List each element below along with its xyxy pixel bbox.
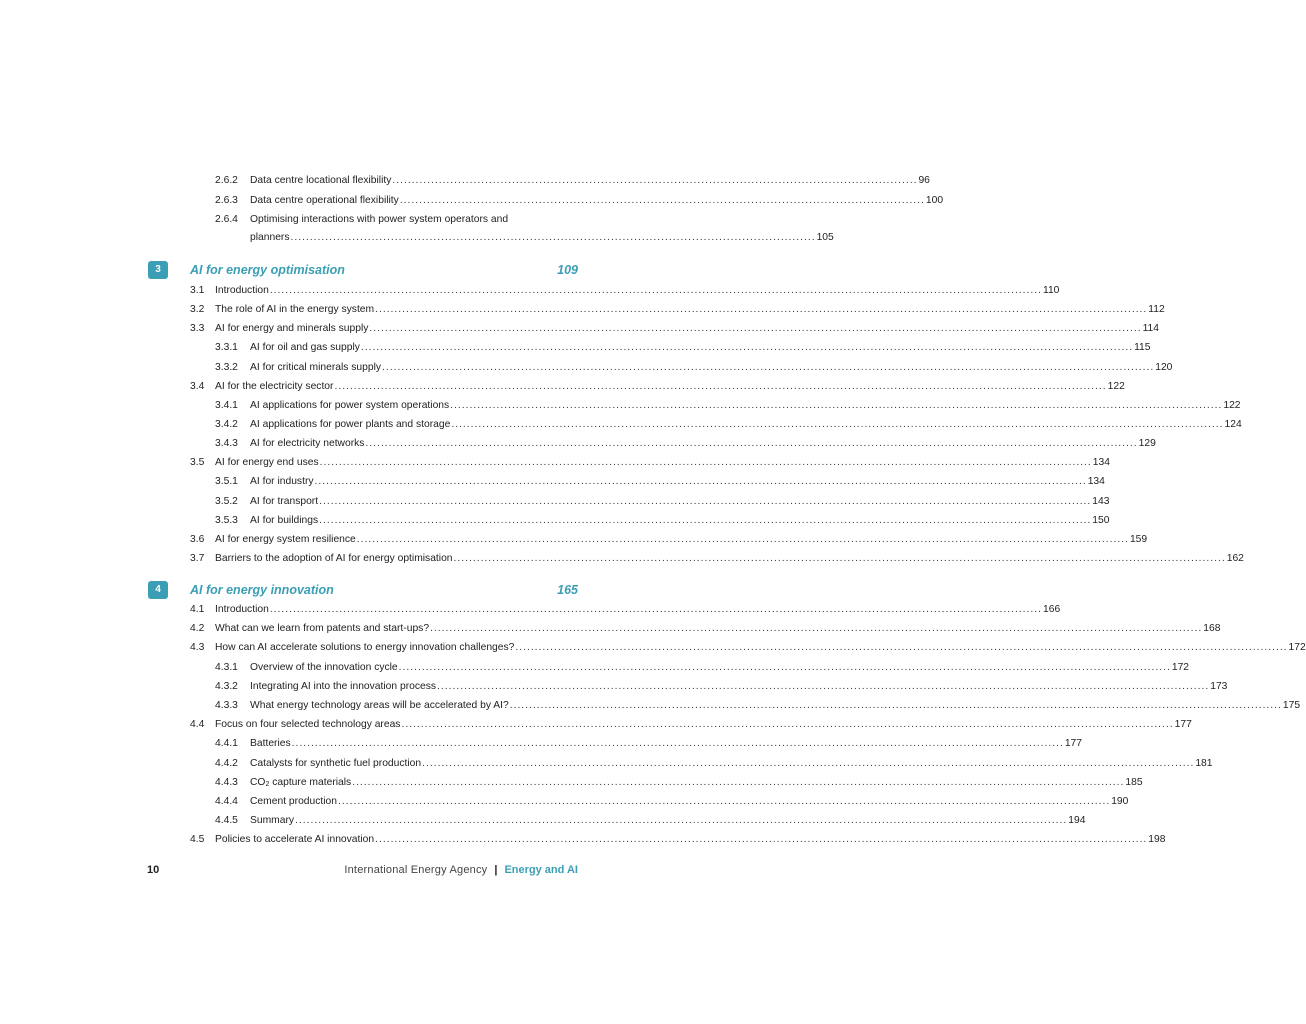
toc-entry-number: 4.3.2	[215, 680, 238, 692]
toc-entry-number: 3.5.3	[215, 514, 238, 526]
toc-entry[interactable]	[0, 735, 1082, 753]
toc-entry-page: 129	[1138, 438, 1156, 450]
toc-entry[interactable]	[0, 493, 1110, 511]
toc-entry-title: Introduction	[215, 604, 269, 615]
toc-entry[interactable]	[0, 755, 1213, 773]
toc-entry-page: 96	[918, 175, 930, 186]
chapter-title: AI for energy optimisation	[190, 263, 345, 277]
toc-entry[interactable]	[0, 473, 1105, 491]
toc-entry-number: 3.4	[190, 380, 205, 392]
toc-entry-number: 3.2	[190, 304, 205, 316]
toc-entry-number: 3.4.3	[215, 438, 238, 450]
chapter-page: 109	[557, 263, 578, 277]
footer-page-number: 10	[147, 864, 160, 876]
toc-entry-title: AI for energy system resilience	[215, 533, 356, 545]
toc-entry[interactable]	[0, 812, 1086, 830]
toc-entry-number: 3.6	[190, 533, 205, 545]
toc-entry-title: The role of AI in the energy system	[215, 304, 375, 316]
toc-entry[interactable]	[0, 359, 1173, 377]
toc-entry-title: AI for industry	[250, 476, 314, 488]
toc-entry-title-line1: Optimising interactions with power system operators and	[250, 214, 509, 225]
toc-entry-title: Integrating AI into the innovation process	[250, 680, 437, 692]
footer-report-title: Energy and AI	[504, 864, 578, 876]
toc-entry-page: 159	[1129, 533, 1148, 545]
leader-dots: ........................................................................................................................................................................................................	[515, 642, 1288, 654]
toc-entry-page: 112	[1148, 304, 1165, 316]
leader-dots: ........................................................................................................................................	[392, 175, 918, 186]
leader-dots: ........................................................................................................................................................................................................	[453, 552, 1226, 564]
chapter-heading[interactable]	[0, 260, 724, 282]
toc-entry[interactable]	[0, 531, 1148, 549]
toc-entry-title: How can AI accelerate solutions to energy innovation challenges?	[215, 642, 515, 654]
toc-entry-number: 3.3.2	[215, 361, 238, 373]
toc-entry-title: What can we learn from patents and start-ups?	[215, 623, 430, 635]
leader-dots: ........................................................................................................................................	[290, 232, 816, 243]
toc-entry-title: Focus on four selected technology areas	[215, 719, 401, 731]
toc-entry[interactable]	[0, 601, 1061, 619]
chapter-number-badge: 4	[148, 581, 168, 599]
leader-dots: ........................................................................................................................................................................................................	[314, 476, 1087, 488]
toc-entry-number: 4.4.3	[215, 776, 238, 788]
toc-entry[interactable]	[0, 774, 1143, 792]
toc-entry-number: 3.5	[190, 457, 205, 469]
leader-dots: ........................................................................................................................................................................................................	[269, 604, 1042, 615]
toc-entry-title: Barriers to the adoption of AI for energy optimisation	[215, 552, 453, 564]
toc-entry-number: 3.5.1	[215, 476, 238, 488]
leader-dots: ........................................................................................................................................................................................................	[398, 661, 1171, 673]
toc-entry[interactable]	[0, 716, 1192, 734]
toc-entry[interactable]	[0, 211, 834, 247]
toc-entry-number: 2.6.2	[215, 175, 238, 186]
toc-entry[interactable]	[0, 550, 1244, 568]
leader-dots: ........................................................................................................................................................................................................	[401, 719, 1174, 731]
leader-dots: ........................................................................................................................................................................................................	[437, 680, 1210, 692]
toc-entry-page: 166	[1042, 604, 1061, 615]
toc-entry-title-part: CO	[250, 776, 266, 788]
toc-entry-number: 4.5	[190, 834, 205, 846]
leader-dots: ........................................................................................................................................................................................................	[509, 700, 1282, 711]
toc-entry-title	[250, 774, 351, 794]
toc-entry-number: 3.5.2	[215, 495, 238, 507]
chapter-title: AI for energy innovation	[190, 583, 334, 597]
toc-entry[interactable]	[0, 831, 1166, 849]
toc-entry-title: AI for energy and minerals supply	[215, 323, 369, 335]
toc-entry[interactable]	[0, 512, 1110, 530]
toc-entry-number: 3.1	[190, 285, 205, 296]
leader-dots: ........................................................................................................................................................................................................	[360, 342, 1134, 354]
toc-entry-page: 173	[1210, 680, 1228, 692]
toc-entry-title: AI for critical minerals supply	[250, 361, 382, 373]
leader-dots: ........................................................................................................................................................................................................	[338, 796, 1111, 807]
leader-dots: ........................................................................................................................................................................................................	[352, 776, 1125, 788]
leader-dots: ........................................................................................................................................................................................................	[430, 623, 1203, 635]
toc-entry-number: 4.1	[190, 604, 205, 615]
toc-entry-number: 4.4.1	[215, 738, 238, 750]
leader-dots: ........................................................................................................................................................................................................	[375, 834, 1148, 846]
toc-entry-number: 4.2	[190, 623, 205, 635]
toc-entry[interactable]	[0, 282, 1060, 300]
leader-dots: ........................................................................................................................................................................................................	[334, 380, 1107, 392]
toc-entry-title: Data centre operational flexibility	[250, 195, 399, 206]
toc-entry-page: 114	[1142, 323, 1159, 335]
toc-entry-number: 4.4.5	[215, 815, 238, 827]
toc-entry-page: 134	[1087, 476, 1105, 488]
toc-entry-title: Policies to accelerate AI innovation	[215, 834, 375, 846]
toc-entry-number: 2.6.4	[215, 214, 238, 225]
toc-entry-page: 172	[1288, 642, 1306, 654]
toc-entry[interactable]	[0, 435, 1156, 453]
toc-entry-page: 124	[1224, 418, 1242, 430]
toc-entry-title: Cement production	[250, 796, 338, 807]
toc-entry-page: 177	[1174, 719, 1192, 731]
toc-entry-page: 177	[1064, 738, 1082, 750]
toc-entry-page: 194	[1068, 815, 1086, 827]
toc-entry-title: AI for the electricity sector	[215, 380, 334, 392]
toc-entry-number: 2.6.3	[215, 195, 238, 206]
toc-entry[interactable]	[0, 639, 1306, 657]
leader-dots: ........................................................................................................................................................................................................	[269, 285, 1042, 296]
toc-entry-page: 105	[816, 232, 834, 243]
toc-entry[interactable]	[0, 320, 1159, 338]
toc-entry-page: 172	[1171, 661, 1190, 673]
toc-entry-title: Overview of the innovation cycle	[250, 661, 398, 673]
toc-entry-page: 150	[1092, 514, 1110, 526]
toc-entry-number: 3.4.1	[215, 399, 238, 411]
toc-entry-page: 185	[1125, 776, 1143, 788]
toc-entry[interactable]	[0, 339, 1151, 357]
leader-dots: ........................................................................................................................................................................................................	[450, 399, 1223, 411]
leader-dots: ........................................................................................................................................................................................................	[319, 514, 1092, 526]
toc-entry-page: 122	[1223, 399, 1241, 411]
toc-entry-page: 120	[1155, 361, 1173, 373]
toc-entry-number: 3.7	[190, 552, 205, 564]
toc-entry-title: Catalysts for synthetic fuel production	[250, 757, 422, 769]
toc-entry-page: 134	[1092, 457, 1110, 469]
leader-dots: ........................................................................................................................................................................................................	[375, 304, 1148, 316]
toc-entry-number: 4.4.2	[215, 757, 238, 769]
chapter-number-badge: 3	[148, 261, 168, 279]
toc-entry-number: 3.4.2	[215, 418, 238, 430]
toc-entry-page: 198	[1148, 834, 1166, 846]
toc-entry-page: 181	[1195, 757, 1213, 769]
toc-entry[interactable]	[0, 454, 1110, 472]
toc-entry-page: 110	[1042, 285, 1060, 296]
toc-entry[interactable]	[0, 416, 1242, 434]
toc-entry[interactable]	[0, 192, 944, 210]
toc-entry-number: 4.3.1	[215, 661, 238, 673]
toc-entry-title: Summary	[250, 815, 295, 827]
toc-entry-page: 175	[1282, 700, 1301, 711]
toc-entry-page: 115	[1134, 342, 1151, 354]
toc-entry-number: 4.3	[190, 642, 205, 654]
toc-entry-number: 3.3	[190, 323, 205, 335]
toc-entry-title: AI for buildings	[250, 514, 319, 526]
leader-dots: ........................................................................................................................................................................................................	[382, 361, 1155, 373]
toc-entry-page: 100	[925, 195, 944, 206]
footer-separator: |	[494, 864, 498, 876]
toc-entry-title: AI applications for power system operations	[250, 399, 450, 411]
toc-entry-page: 190	[1111, 796, 1129, 807]
page-footer	[0, 861, 724, 879]
toc-entry-page: 143	[1092, 495, 1110, 507]
toc-entry-page: 168	[1203, 623, 1221, 635]
toc-entry[interactable]	[0, 397, 1241, 415]
leader-dots: ........................................................................................................................................................................................................	[369, 323, 1142, 335]
toc-entry-title: AI for oil and gas supply	[250, 342, 360, 354]
toc-entry[interactable]	[0, 659, 1190, 677]
toc-entry-title: Batteries	[250, 738, 291, 750]
toc-entry-title: Data centre locational flexibility	[250, 175, 392, 186]
toc-entry-title: What energy technology areas will be accelerated by AI?	[250, 700, 509, 711]
toc-entry-title-line2: planners	[250, 232, 290, 243]
leader-dots: ........................................................................................................................................................................................................	[356, 533, 1129, 545]
leader-dots: ........................................................................................................................................................................................................	[319, 457, 1092, 469]
toc-entry-title: Introduction	[215, 285, 269, 296]
toc-entry-number: 4.4	[190, 719, 205, 731]
chapter-page: 165	[557, 583, 578, 597]
toc-entry[interactable]	[0, 697, 1301, 715]
toc-entry-title-part: capture materials	[269, 776, 352, 788]
toc-entry-title: AI applications for power plants and storage	[250, 418, 451, 430]
toc-entry-title: AI for electricity networks	[250, 438, 365, 450]
leader-dots: ........................................................................................................................................	[399, 195, 925, 206]
toc-entry-page: 122	[1107, 380, 1125, 392]
leader-dots: ........................................................................................................................................................................................................	[365, 438, 1138, 450]
toc-entry[interactable]	[0, 678, 1228, 696]
toc-entry-number: 4.4.4	[215, 796, 238, 807]
leader-dots: ........................................................................................................................................................................................................	[295, 815, 1068, 827]
toc-entry-title: AI for energy end uses	[215, 457, 319, 469]
subscript: 2	[265, 780, 270, 788]
toc-entry[interactable]	[0, 172, 930, 190]
toc-entry[interactable]	[0, 793, 1129, 811]
leader-dots: ........................................................................................................................................................................................................	[291, 738, 1064, 750]
leader-dots: ........................................................................................................................................................................................................	[422, 757, 1195, 769]
chapter-heading[interactable]	[0, 580, 724, 602]
toc-entry[interactable]	[0, 378, 1125, 396]
toc-entry-number: 3.3.1	[215, 342, 238, 354]
footer-organisation: International Energy Agency	[344, 864, 488, 876]
toc-entry-page: 162	[1226, 552, 1244, 564]
leader-dots: ........................................................................................................................................................................................................	[319, 495, 1092, 507]
toc-entry-number: 4.3.3	[215, 700, 238, 711]
leader-dots: ........................................................................................................................................................................................................	[451, 418, 1224, 430]
toc-entry[interactable]	[0, 620, 1221, 638]
toc-entry[interactable]	[0, 301, 1165, 319]
toc-entry-title: AI for transport	[250, 495, 319, 507]
